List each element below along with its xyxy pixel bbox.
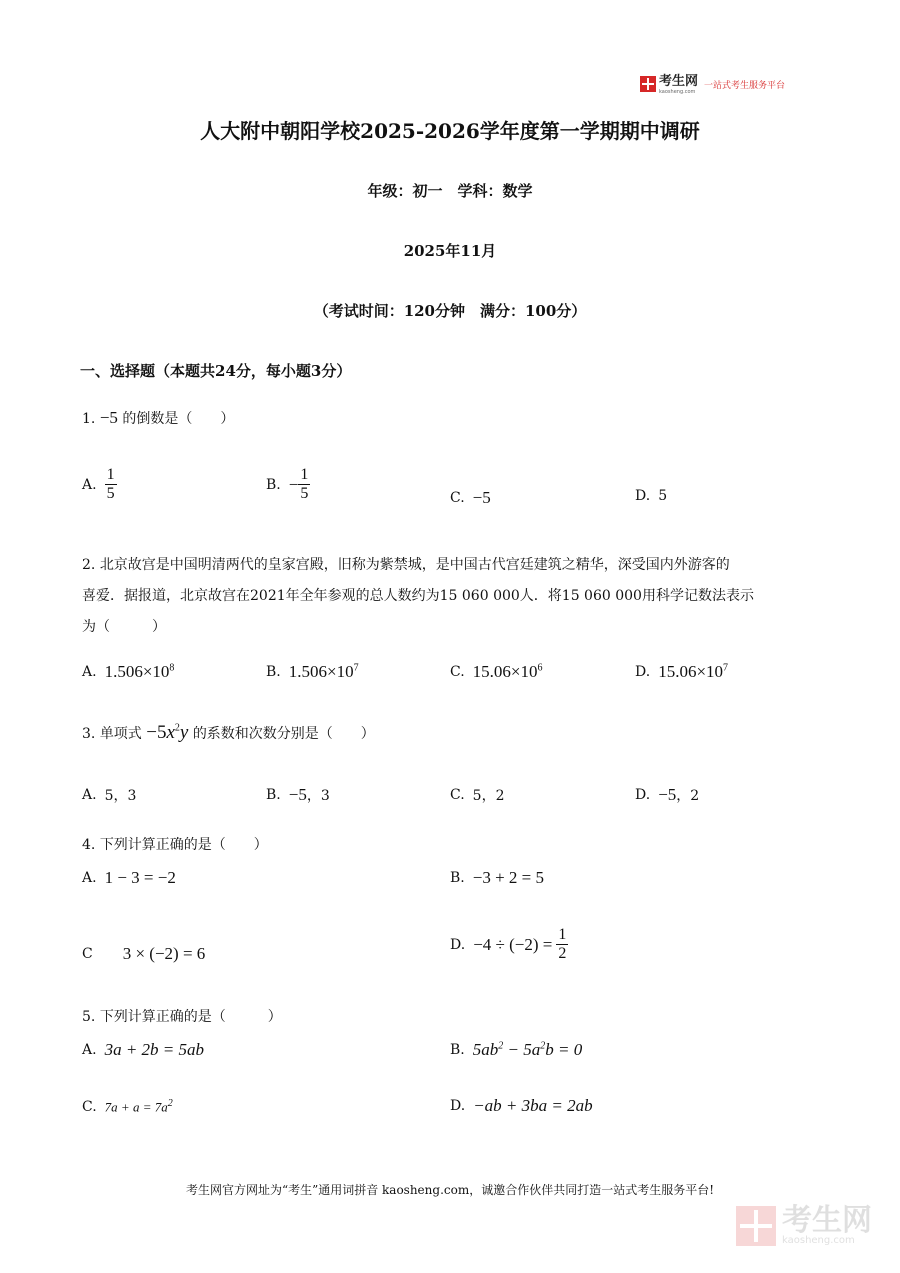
q2-option-a[interactable]: A. $1.506\times 10^8$ [82,662,175,681]
logo-name: 考生网 [659,74,699,89]
exam-info: （考试时间：120分钟 满分：100分） [313,302,587,320]
watermark-domain: kaosheng.com [782,1235,855,1246]
watermark-logo-icon [736,1206,776,1246]
q3-option-b[interactable]: B. −5 ，3 [266,785,330,804]
header-logo [640,73,785,95]
question-2: 2. 北京故宫是中国明清两代的皇家宫殿，旧称为紫禁城，是中国古代宫廷建筑之精华，深受国内外游客的 喜爱．据报道，北京故宫在2021年全年参观的总人数约为15 060 000人．将15 060 000用科学记数法表示 为（ ） [82,557,754,635]
logo-domain: kaosheng.com [659,89,696,95]
q5-option-d[interactable]: D. −ab + 3ba = 2ab [450,1096,593,1115]
q3-option-d[interactable]: D. −5 ，2 [635,785,700,804]
q4-option-c[interactable]: C 3 × (−2) = 6 [82,944,206,963]
q5-option-c[interactable]: C. $7a + a = 7a^2$ [82,1098,173,1115]
question-3: 3. 单项式 $-5x^2y$ 的系数和次数分别是（ ） [82,722,375,743]
q3-option-c[interactable]: C. 5，2 [450,787,505,804]
q1-option-b[interactable]: B. − $\frac{1}{5}$ [266,466,309,502]
grade-subject: 年级：初一 学科：数学 [367,182,533,200]
q4-option-b[interactable]: B. −3 + 2 = 5 [450,868,545,887]
exam-date: 2025年11月 [403,242,497,260]
logo-tagline: 一站式考生服务平台 [704,80,786,91]
page-title: 人大附中朝阳学校2025-2026学年度第一学期期中调研 [200,119,700,143]
q3-monomial: $-5x^2y$ [146,722,189,743]
q1-option-a[interactable]: A. $\frac{1}{5}$ [82,466,115,502]
question-4: 4. 下列计算正确的是（ ） [82,837,268,853]
section-heading: 一、选择题（本题共24分，每小题3分） [80,362,352,380]
logo-icon [640,76,656,92]
q4-option-d[interactable]: D. −4 ÷ (−2) = $\frac{1}{2}$ [450,926,567,962]
q1-expr: −5 [99,408,118,427]
q2-option-b[interactable]: B. $1.506\times 10^7$ [266,662,359,681]
question-5: 5. 下列计算正确的是（ ） [82,1009,282,1025]
fraction: $\frac{1}{5}$ [300,466,309,502]
q2-option-c[interactable]: C. $15.06\times 10^6$ [450,662,543,681]
question-1: 1. −5 的倒数是（ ） [82,408,235,427]
q3-option-a[interactable]: A. 5，3 [82,787,137,804]
q1-option-d[interactable]: D. 5 [635,488,668,504]
q4-option-a[interactable]: A. 1 − 3 = −2 [82,868,176,887]
q1-option-c[interactable]: C. −5 [450,488,491,507]
q5-option-a[interactable]: A. 3a + 2b = 5ab [82,1040,205,1059]
fraction: $\frac{1}{2}$ [558,926,567,962]
watermark-name: 考生网 [782,1203,872,1238]
watermark [736,1203,872,1246]
fraction: $\frac{1}{5}$ [106,466,115,502]
q2-option-d[interactable]: D. $15.06\times 10^7$ [635,662,729,681]
footer-note: 考生网官方网址为“考生”通用词拼音 kaosheng.com，诚邀合作伙伴共同打造一站式考生服务平台! [185,1183,715,1197]
q5-option-b[interactable]: B. $5ab^2 - 5a^2b = 0$ [450,1040,583,1059]
